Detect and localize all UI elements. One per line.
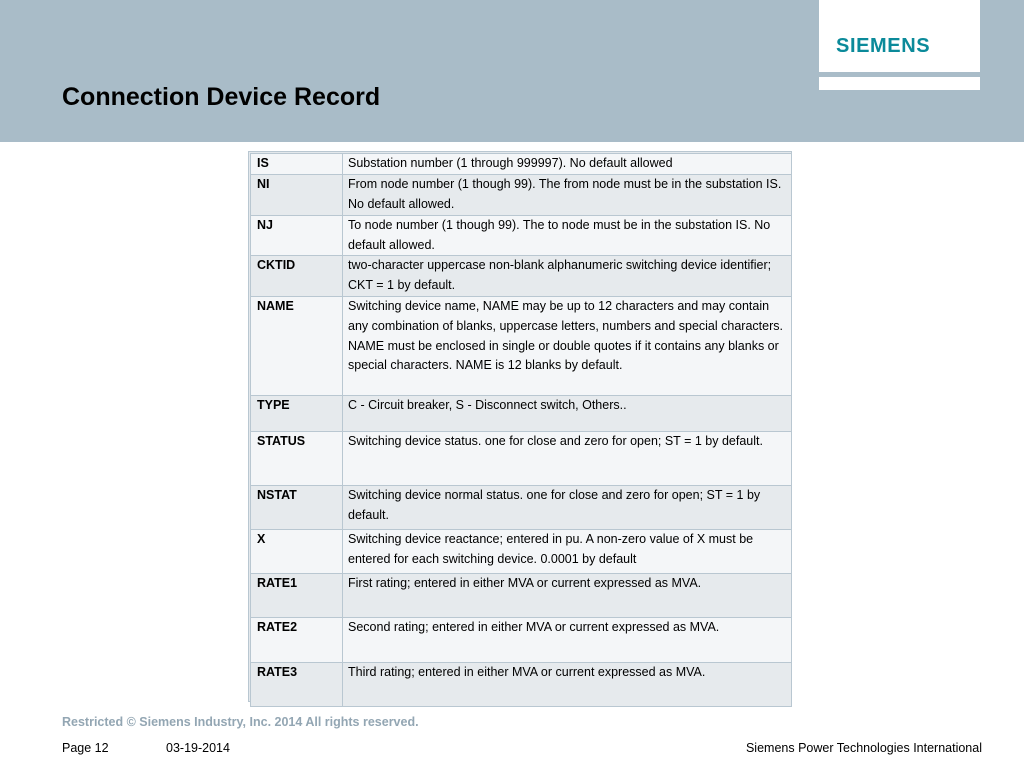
- company-name: Siemens Power Technologies International: [745, 741, 982, 755]
- field-description: Switching device name, NAME may be up to 12 characters and may contain any combination of blanks, uppercase letters, numbers and special characters. NAME must be enclosed in single or double quotes if it contains any blanks or special characters. NAME is 12 blanks by default.: [343, 296, 792, 395]
- table-row: [251, 154, 792, 175]
- field-key: NJ: [251, 215, 343, 256]
- field-description: First rating; entered in either MVA or current expressed as MVA.: [343, 573, 792, 617]
- table-row: [251, 296, 792, 395]
- field-key: IS: [251, 154, 343, 175]
- field-key: RATE1: [251, 573, 343, 617]
- page-number: Page 12: [62, 741, 109, 755]
- field-description: Substation number (1 through 999997). No default allowed: [343, 154, 792, 175]
- table-row: [251, 485, 792, 529]
- table-row: [251, 174, 792, 215]
- field-description: Switching device status. one for close and zero for open; ST = 1 by default.: [343, 431, 792, 485]
- field-description: Switching device normal status. one for close and zero for open; ST = 1 by default.: [343, 485, 792, 529]
- field-description: C - Circuit breaker, S - Disconnect switch, Others..: [343, 395, 792, 431]
- table-row: [251, 215, 792, 256]
- field-key: NAME: [251, 296, 343, 395]
- table-row: [251, 256, 792, 297]
- field-description: two-character uppercase non-blank alphanumeric switching device identifier; CKT = 1 by default.: [343, 256, 792, 297]
- record-table-container: [248, 151, 792, 702]
- table-row: [251, 431, 792, 485]
- table-row: [251, 529, 792, 573]
- table-row: [251, 573, 792, 617]
- slide-title: Connection Device Record: [62, 83, 381, 111]
- field-description: Third rating; entered in either MVA or current expressed as MVA.: [343, 662, 792, 706]
- slide-date: 03-19-2014: [166, 741, 230, 755]
- field-key: CKTID: [251, 256, 343, 297]
- logo-underline-strip: [819, 77, 980, 90]
- field-description: From node number (1 though 99). The from node must be in the substation IS. No default allowed.: [343, 174, 792, 215]
- table-row: [251, 617, 792, 662]
- field-key: NI: [251, 174, 343, 215]
- table-row: [251, 662, 792, 706]
- table-row: [251, 395, 792, 431]
- field-description: To node number (1 though 99). The to node must be in the substation IS. No default allowed.: [343, 215, 792, 256]
- record-table: [250, 153, 792, 707]
- field-key: TYPE: [251, 395, 343, 431]
- field-description: Second rating; entered in either MVA or current expressed as MVA.: [343, 617, 792, 662]
- restricted-notice: Restricted © Siemens Industry, Inc. 2014 All rights reserved.: [62, 715, 419, 729]
- field-key: STATUS: [251, 431, 343, 485]
- field-description: Switching device reactance; entered in pu. A non-zero value of X must be entered for each switching device. 0.0001 by default: [343, 529, 792, 573]
- siemens-logo: SIEMENS: [836, 35, 931, 57]
- field-key: NSTAT: [251, 485, 343, 529]
- field-key: RATE2: [251, 617, 343, 662]
- field-key: X: [251, 529, 343, 573]
- field-key: RATE3: [251, 662, 343, 706]
